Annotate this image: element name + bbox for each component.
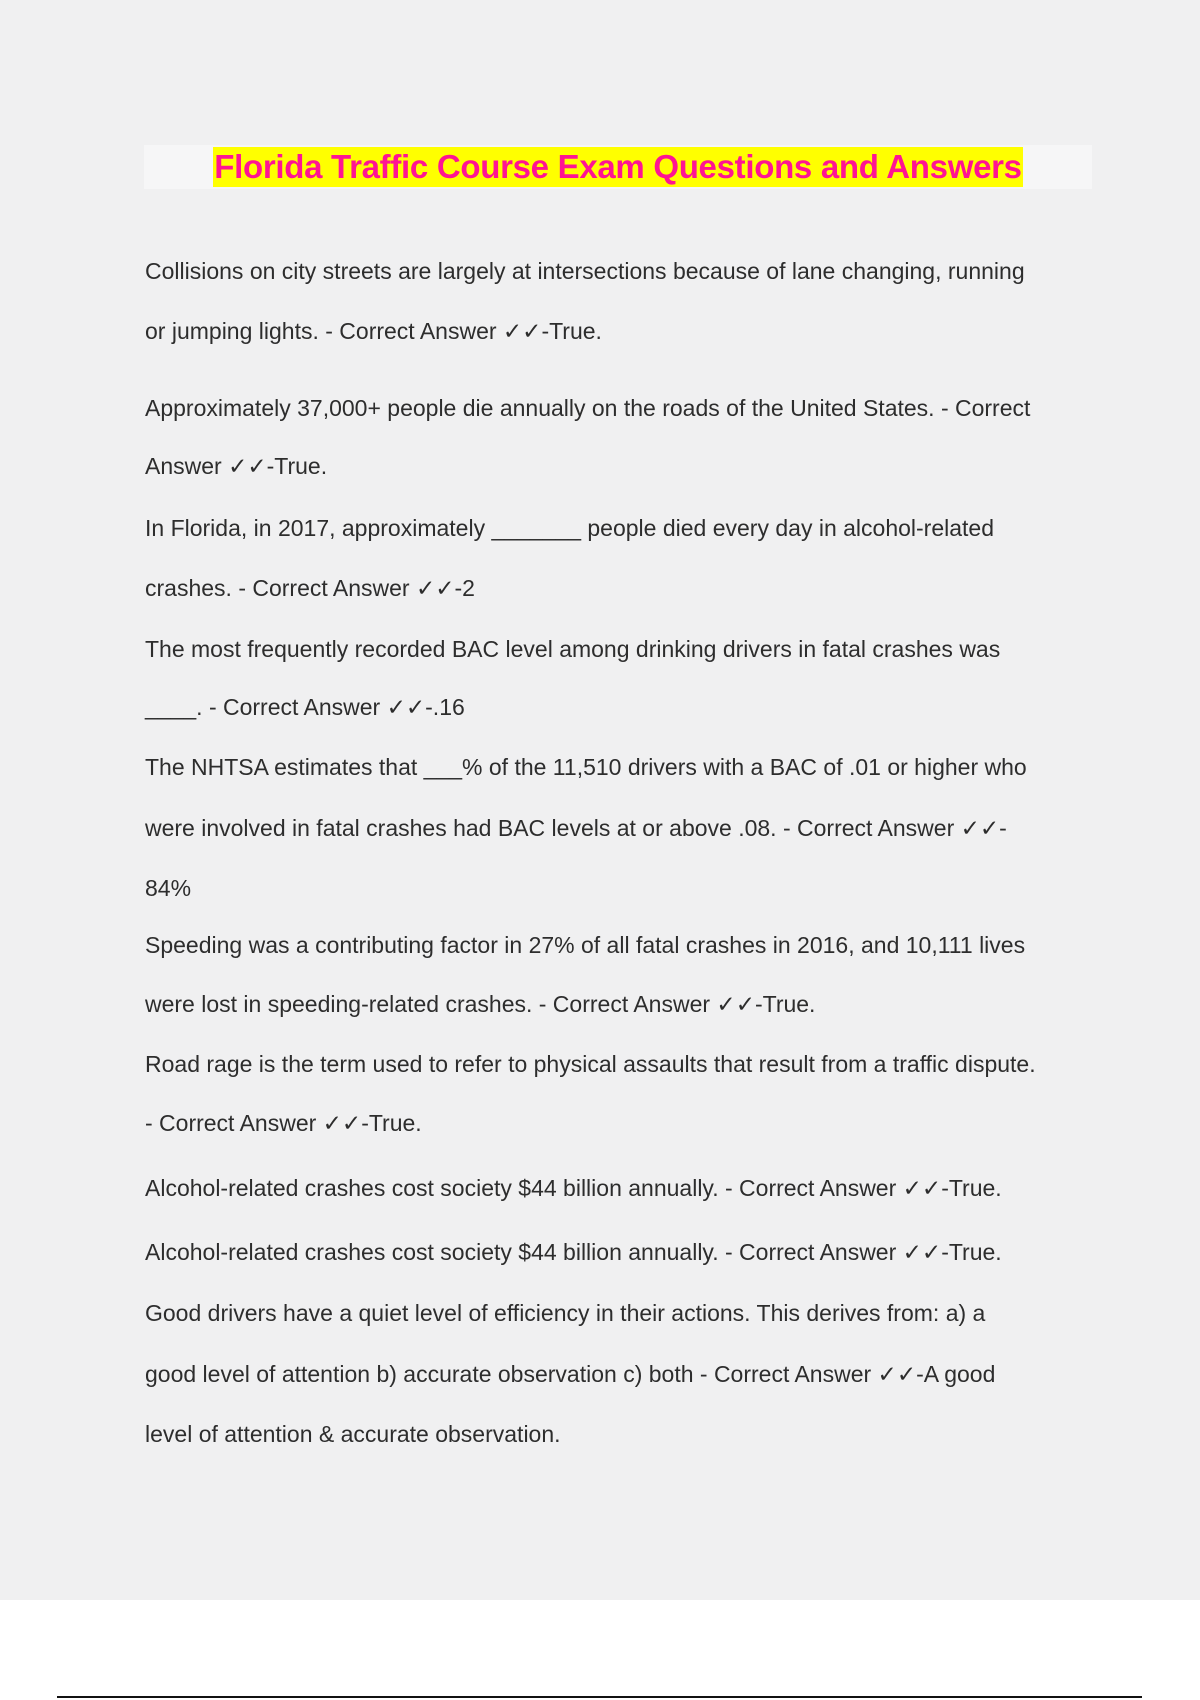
- qa-line: Good drivers have a quiet level of efficiency in their actions. This derives from: a) a: [145, 1300, 986, 1326]
- qa-line: Answer ✓✓-True.: [145, 453, 328, 479]
- qa-line: good level of attention b) accurate observation c) both - Correct Answer ✓✓-A good: [145, 1361, 996, 1387]
- qa-line: 84%: [145, 875, 192, 901]
- document-title: Florida Traffic Course Exam Questions and Answers: [214, 148, 1022, 185]
- qa-line: Alcohol-related crashes cost society $44 billion annually. - Correct Answer ✓✓-True.: [145, 1239, 1002, 1265]
- qa-line: ____. - Correct Answer ✓✓-.16: [145, 694, 465, 720]
- title-band: [144, 145, 1092, 189]
- qa-line: were involved in fatal crashes had BAC levels at or above .08. - Correct Answer ✓✓-: [145, 815, 1007, 841]
- qa-line: Speeding was a contributing factor in 27% of all fatal crashes in 2016, and 10,111 lives: [145, 932, 1026, 958]
- qa-line: crashes. - Correct Answer ✓✓-2: [145, 575, 475, 601]
- footer-divider: [57, 1696, 1142, 1698]
- qa-line: Alcohol-related crashes cost society $44 billion annually. - Correct Answer ✓✓-True.: [145, 1175, 1002, 1201]
- qa-line: The most frequently recorded BAC level among drinking drivers in fatal crashes was: [145, 636, 1001, 662]
- qa-line: were lost in speeding-related crashes. - Correct Answer ✓✓-True.: [145, 991, 816, 1017]
- qa-line: In Florida, in 2017, approximately _______ people died every day in alcohol-related: [145, 515, 994, 541]
- qa-line: - Correct Answer ✓✓-True.: [145, 1110, 422, 1136]
- qa-line: Collisions on city streets are largely at intersections because of lane changing, running: [145, 258, 1025, 284]
- qa-line: Approximately 37,000+ people die annually on the roads of the United States. - Correct: [145, 395, 1031, 421]
- qa-line: level of attention & accurate observation.: [145, 1421, 561, 1447]
- qa-line: Road rage is the term used to refer to physical assaults that result from a traffic dispute.: [145, 1051, 1036, 1077]
- qa-line: The NHTSA estimates that ___% of the 11,510 drivers with a BAC of .01 or higher who: [145, 754, 1027, 780]
- qa-line: or jumping lights. - Correct Answer ✓✓-True.: [145, 318, 602, 344]
